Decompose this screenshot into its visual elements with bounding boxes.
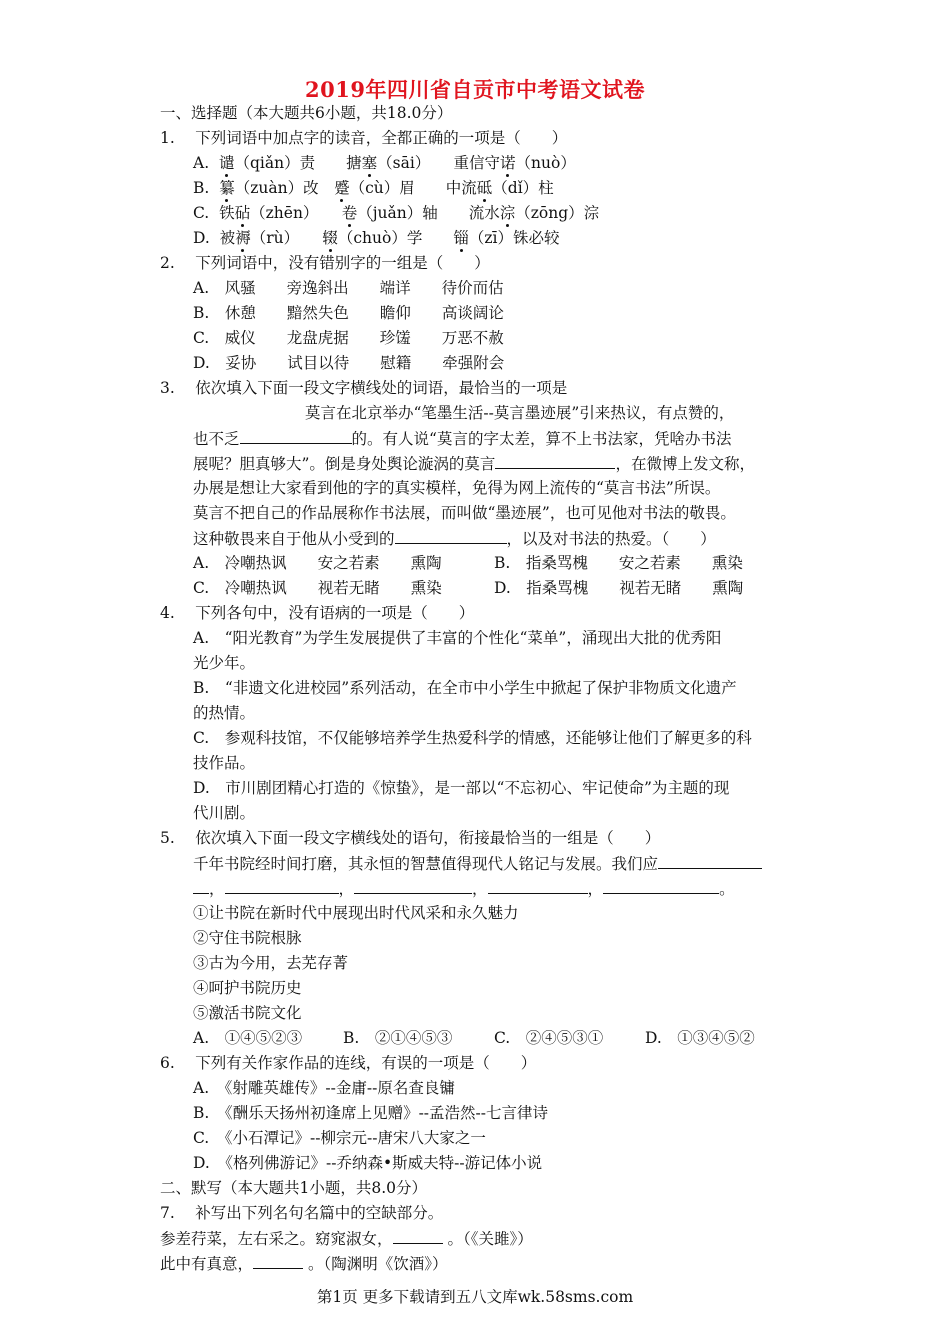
q7-stem: 7. 补写出下列名句名篇中的空缺部分。 <box>160 1204 444 1222</box>
q5-option-a: A. ①④⑤②③ <box>193 1029 303 1047</box>
q3-passage-line: 莫言在北京举办“笔墨生活--莫言墨迹展”引来热议，有点赞的， <box>305 404 735 422</box>
q5-stem: 5. 依次填入下面一段文字横线处的语句，衔接最恰当的一组是（ ） <box>160 829 661 847</box>
q7-line-1: 参差荇菜，左右采之。窈窕淑女， 。（《关雎》） <box>160 1230 533 1248</box>
q2-option-c: C. 威仪 龙盘虎据 珍馐 万恶不赦 <box>193 329 504 347</box>
section-2-heading: 二、默写（本大题共1小题，共8.0分） <box>160 1179 428 1197</box>
fill-blank <box>193 878 209 894</box>
q3-option-b: B. 指桑骂槐 安之若素 熏染 <box>494 554 743 572</box>
q4-option-d-cont: 代川剧。 <box>193 804 256 822</box>
q5-option-c: C. ②④⑤③① <box>494 1029 604 1047</box>
q2-option-b: B. 休憩 黯然失色 瞻仰 高谈阔论 <box>193 304 504 322</box>
q4-option-b: B. “非遗文化进校园”系列活动，在全市中小学生中掀起了保护非物质文化遗产 <box>193 679 737 697</box>
section-1-heading: 一、选择题（本大题共6小题，共18.0分） <box>160 104 453 122</box>
q4-option-d: D. 市川剧团精心打造的《惊蛰》，是一部以“不忘初心、牢记使命”为主题的现 <box>193 779 730 797</box>
q6-stem: 6. 下列有关作家作品的连线，有误的一项是（ ） <box>160 1054 537 1072</box>
q5-item: ⑤激活书院文化 <box>193 1004 302 1022</box>
q4-option-c-cont: 技作品。 <box>193 754 256 772</box>
fill-blank <box>495 453 615 469</box>
q3-passage-line: 展呢？胆真够大”。倒是身处舆论漩涡的莫言 ，在微博上发文称， <box>193 455 755 473</box>
q3-passage-line: 办展是想让大家看到他的字的真实模样，免得为网上流传的“莫言书法”所误。 <box>193 479 721 497</box>
q4-option-a-cont: 光少年。 <box>193 654 256 672</box>
fill-blank <box>658 853 762 869</box>
fill-blank <box>240 428 352 444</box>
q3-option-c: C. 冷嘲热讽 视若无睹 熏染 <box>193 579 442 597</box>
q5-item: ②守住书院根脉 <box>193 929 302 947</box>
q3-stem: 3. 依次填入下面一段文字横线处的词语，最恰当的一项是 <box>160 379 568 397</box>
fill-blank <box>354 878 472 894</box>
q4-option-a: A. “阳光教育”为学生发展提供了丰富的个性化“菜单”，涌现出大批的优秀阳 <box>193 629 722 647</box>
q5-passage-line: 千年书院经时间打磨，其永恒的智慧值得现代人铭记与发展。我们应 <box>193 853 762 874</box>
q3-option-a: A. 冷嘲热讽 安之若素 熏陶 <box>193 554 442 572</box>
q3-passage-line: 这种敬畏来自于他从小受到的 ，以及对书法的热爱。（ ） <box>193 530 716 548</box>
q3-passage-line: 莫言不把自己的作品展称作书法展，而叫做“墨迹展”，也可见他对书法的敬畏。 <box>193 504 736 522</box>
q6-option-d: D. 《格列佛游记》--乔纳森•斯威夫特--游记体小说 <box>193 1154 543 1172</box>
fill-blank <box>225 878 339 894</box>
page-footer: 第1页 更多下载请到五八文库wk.58sms.com <box>316 1288 634 1306</box>
q1-option-d: D. 被褥（rù） 辍（chuò）学 锱（zī）铢必较 <box>193 229 560 247</box>
q3-passage-line: 也不乏 的。有人说“莫言的字太差，算不上书法家，凭啥办书法 <box>193 430 732 448</box>
q2-option-d: D. 妥协 试目以待 慰籍 牵强附会 <box>193 354 505 372</box>
fill-blank <box>253 1253 303 1269</box>
q2-stem: 2. 下列词语中，没有错别字的一组是（ ） <box>160 254 490 272</box>
q4-stem: 4. 下列各句中，没有语病的一项是（ ） <box>160 604 475 622</box>
q6-option-a: A. 《射雕英雄传》--金庸--原名查良镛 <box>193 1079 455 1097</box>
q1-option-c: C. 铁砧（zhēn） 卷（juǎn）轴 流水淙（zōng）淙 <box>193 204 600 222</box>
q5-option-b: B. ②①④⑤③ <box>343 1029 453 1047</box>
fill-blank <box>488 878 588 894</box>
q1-option-b: B. 纂（zuàn）改 蹙（cù）眉 中流砥（dǐ）柱 <box>193 179 554 197</box>
q4-option-b-cont: 的热情。 <box>193 704 256 722</box>
q6-option-b: B. 《酬乐天扬州初逢席上见赠》--孟浩然--七言律诗 <box>193 1104 549 1122</box>
q4-option-c: C. 参观科技馆，不仅能够培养学生热爱科学的情感，还能够让他们了解更多的科 <box>193 729 752 747</box>
q1-option-a: A. 谴（qiǎn）责 搪塞（sāi） 重信守诺（nuò） <box>193 154 576 172</box>
fill-blank <box>603 878 719 894</box>
q3-option-d: D. 指桑骂槐 视若无睹 熏陶 <box>494 579 744 597</box>
q5-item: ①让书院在新时代中展现出时代风采和永久魅力 <box>193 904 519 922</box>
fill-blank <box>395 528 507 544</box>
q7-line-2: 此中有真意， 。（陶渊明《饮酒》） <box>160 1255 448 1273</box>
q6-option-c: C. 《小石潭记》--柳宗元--唐宋八大家之一 <box>193 1129 486 1147</box>
q2-option-a: A. 风骚 旁逸斜出 端详 待价而估 <box>193 279 504 297</box>
q5-passage-line: ， ， ， ， 。 <box>193 878 735 899</box>
q5-item: ③古为今用，去芜存菁 <box>193 954 349 972</box>
exam-title: 2019年四川省自贡市中考语文试卷 <box>305 77 645 102</box>
q5-option-d: D. ①③④⑤② <box>645 1029 755 1047</box>
q5-item: ④呵护书院历史 <box>193 979 302 997</box>
fill-blank <box>393 1228 443 1244</box>
q1-stem: 1. 下列词语中加点字的读音，全都正确的一项是（ ） <box>160 129 568 147</box>
